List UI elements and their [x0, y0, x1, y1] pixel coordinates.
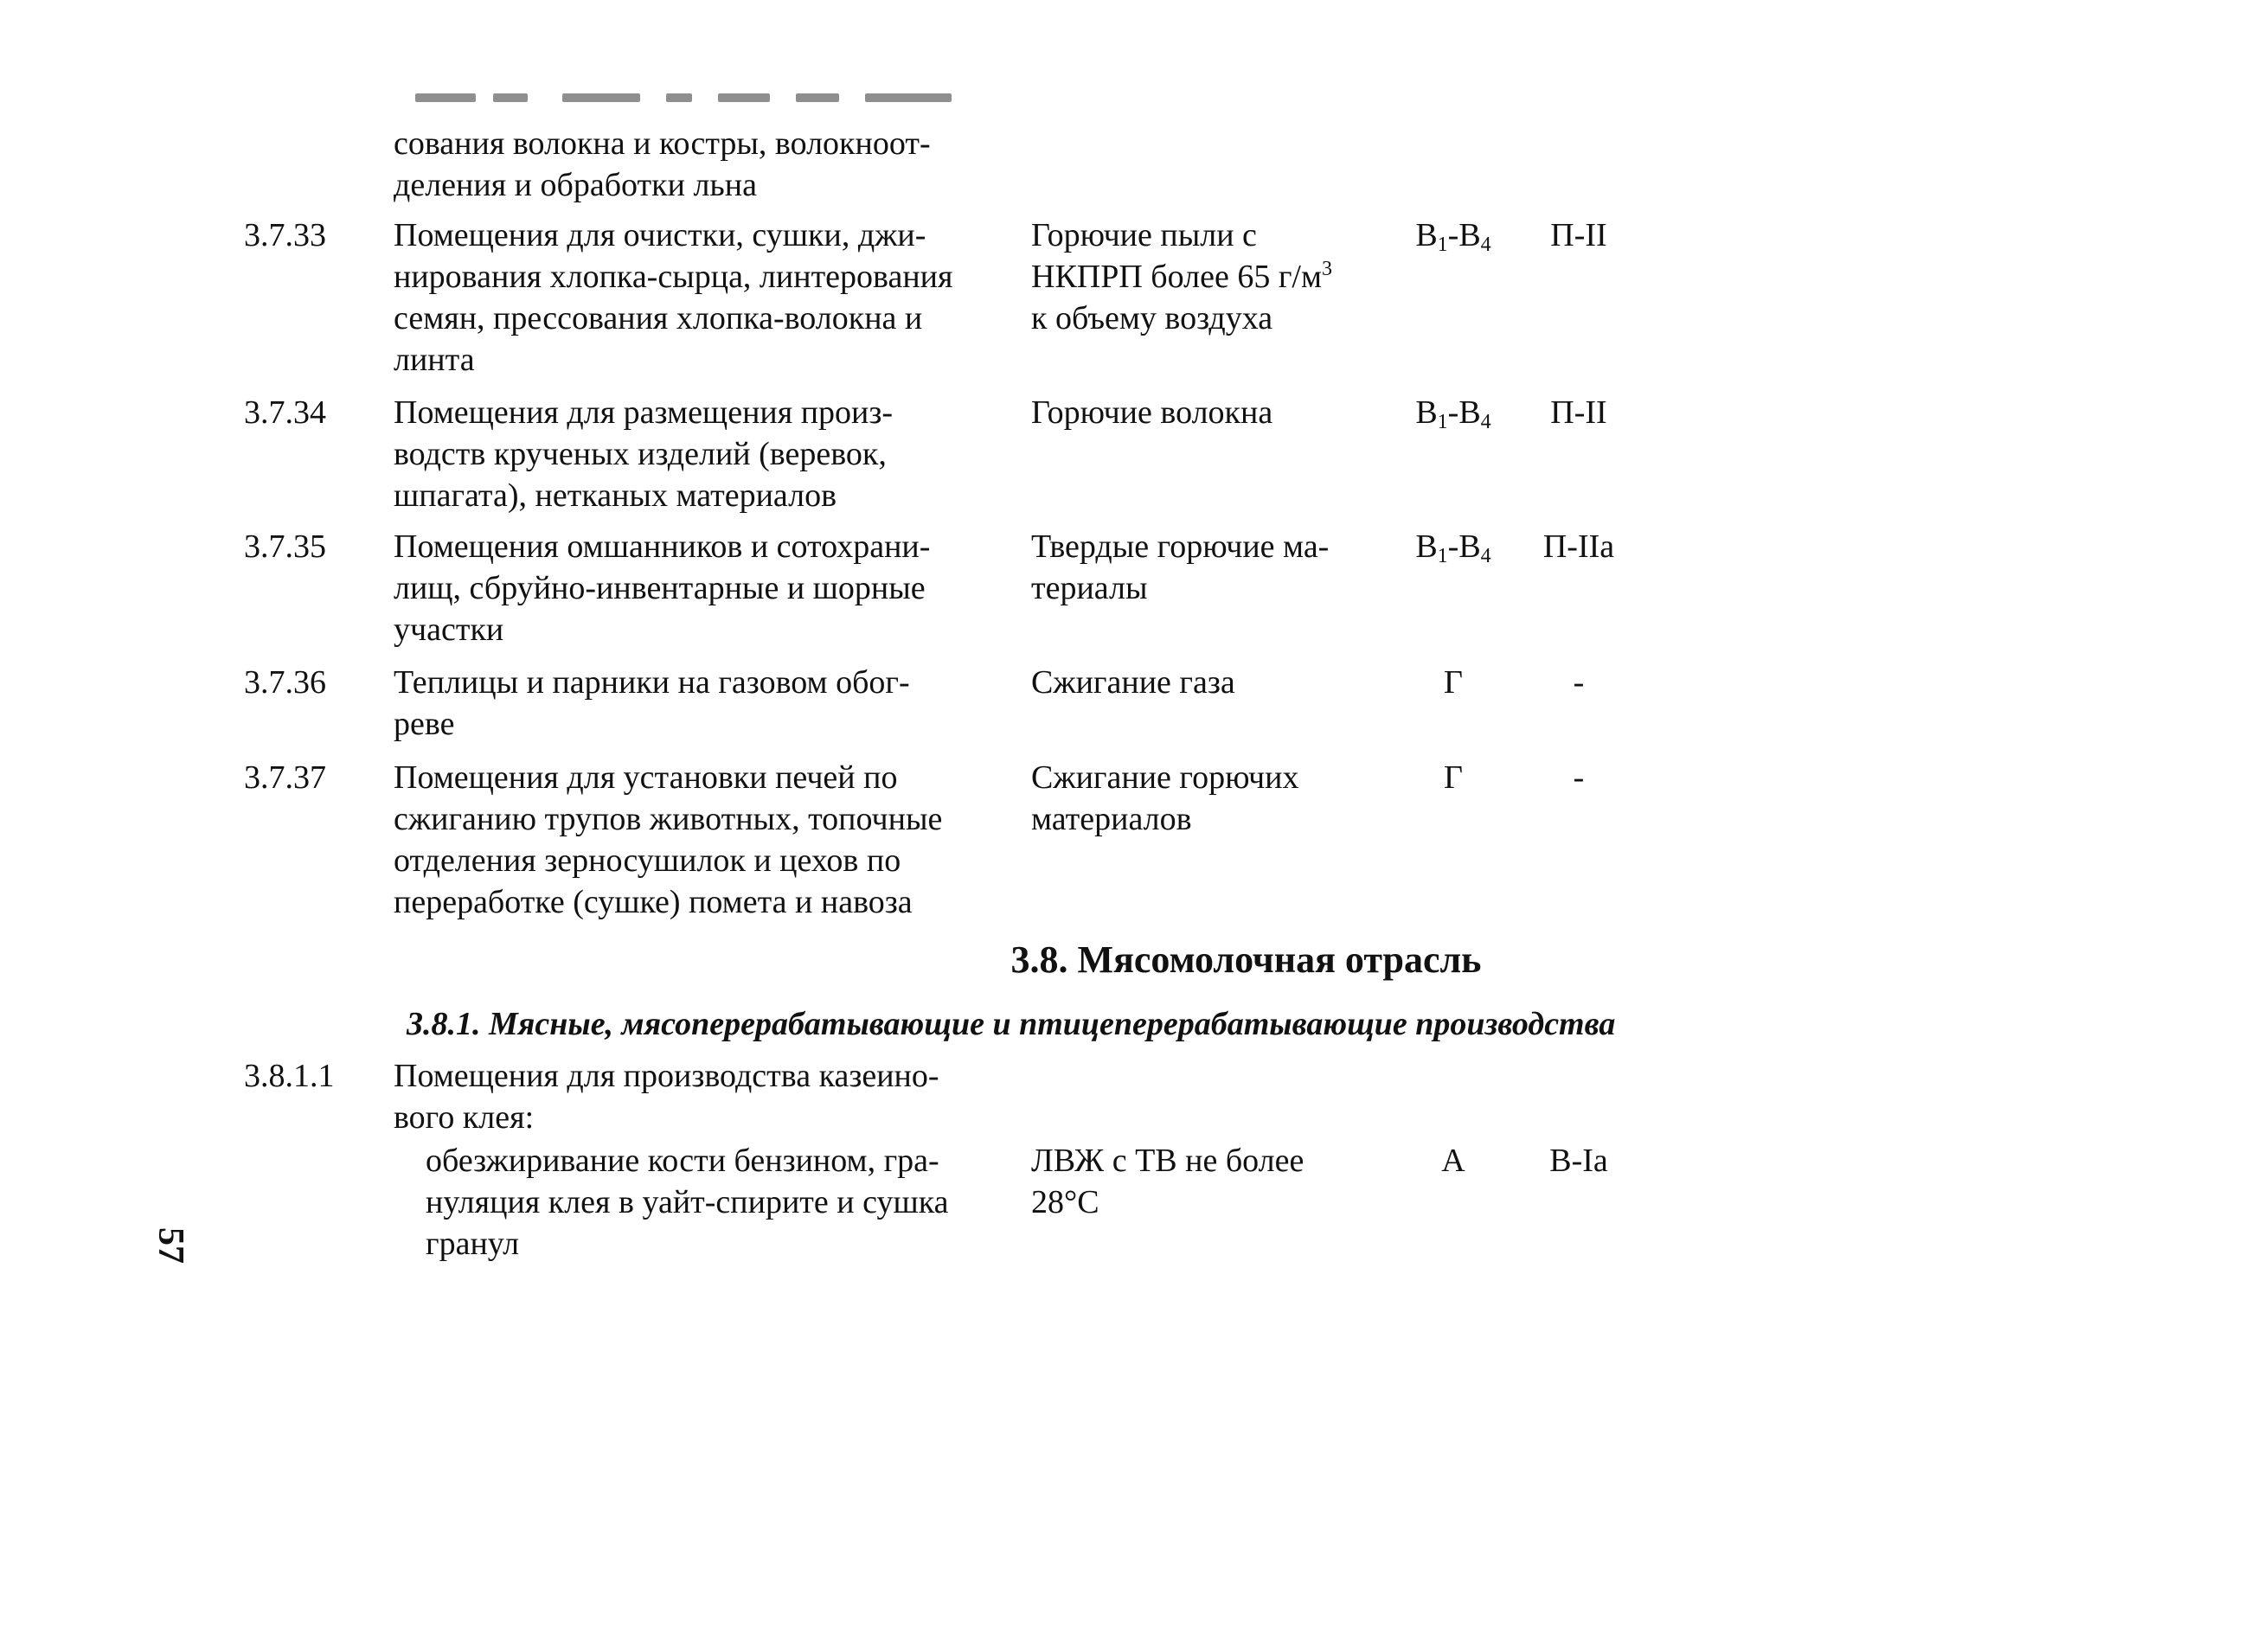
text-line: переработке (сушке) помета и навоза — [394, 884, 913, 920]
text-line: нуляция клея в уайт-спирите и сушка — [426, 1184, 949, 1220]
text-fragment: В — [1415, 528, 1438, 565]
text-fragment: В — [1415, 217, 1438, 253]
section-title: 3.8. Мясомолочная отрасль — [1010, 938, 1482, 981]
text-line: Твердые горючие ма- — [1031, 528, 1330, 565]
zone-class: П-IIa — [1542, 528, 1615, 565]
text-line: Горючие волокна — [1031, 394, 1273, 431]
row-number: 3.7.33 — [244, 217, 326, 253]
text-line: материалов — [1031, 801, 1192, 837]
text-line: отделения зерносушилок и цехов по — [394, 842, 901, 879]
fire-category — [1401, 526, 1505, 567]
text-line: реве — [394, 706, 455, 742]
row-number: 3.8.1.1 — [244, 1058, 335, 1094]
substance-description — [1031, 526, 1394, 609]
fire-category: А — [1441, 1143, 1465, 1179]
text-line: сования волокна и костры, волокноот- — [394, 125, 931, 162]
text-line: Помещения для очистки, сушки, джи- — [394, 217, 926, 253]
substance-description — [1031, 757, 1394, 840]
subsection-title: 3.8.1. Мясные, мясоперерабатывающие и птицеперерабатывающие производства — [407, 1006, 1616, 1042]
text-fragment: -В — [1447, 528, 1481, 565]
text-line: лищ, сбруйно-инвентарные и шорные — [394, 570, 926, 606]
text-line — [1031, 256, 1394, 298]
text-line: Помещения омшанников и сотохрани- — [394, 528, 931, 565]
row-number: 3.7.34 — [244, 394, 326, 431]
room-description — [394, 662, 1025, 745]
text-line: Сжигание горючих — [1031, 759, 1299, 796]
fire-category — [1401, 215, 1505, 256]
text-line: 28°С — [1031, 1184, 1099, 1220]
zone-class: В-Ia — [1549, 1143, 1608, 1179]
room-description — [394, 526, 1025, 650]
text-line: обезжиривание кости бензином, гра- — [426, 1143, 939, 1179]
row-number: 3.7.36 — [244, 664, 326, 701]
text-line: водств крученых изделий (веревок, — [394, 436, 887, 472]
text-fragment: НКПРП более 65 г/м — [1031, 259, 1323, 295]
page-number: 57 — [151, 1227, 190, 1264]
zone-class: П-II — [1550, 394, 1607, 431]
text-line: деления и обработки льна — [394, 167, 757, 203]
room-description — [394, 215, 1025, 381]
text-fragment: В — [1415, 394, 1438, 431]
text-line: гранул — [426, 1226, 520, 1262]
zone-class: П-II — [1550, 217, 1607, 253]
text-line: Помещения для установки печей по — [394, 759, 898, 796]
text-fragment: -В — [1447, 394, 1481, 431]
text-line: териалы — [1031, 570, 1148, 606]
subscript: 1 — [1437, 545, 1448, 567]
continuation-text — [394, 123, 1025, 206]
substance-description — [1031, 662, 1394, 703]
zone-class: - — [1573, 664, 1585, 701]
text-line: Помещения для производства казеино- — [394, 1058, 939, 1094]
fire-category: Г — [1444, 759, 1463, 796]
superscript: 3 — [1322, 258, 1333, 280]
subscript: 4 — [1480, 234, 1491, 256]
text-line: линта — [394, 342, 475, 378]
illegible-scan-line — [407, 86, 969, 112]
substance-description — [1031, 215, 1394, 339]
text-line: Сжигание газа — [1031, 664, 1235, 701]
text-line: ЛВЖ с ТВ не более — [1031, 1143, 1304, 1179]
text-line: Горючие пыли с — [1031, 217, 1257, 253]
room-description — [426, 1140, 1025, 1265]
row-number: 3.7.37 — [244, 759, 326, 796]
text-line: к объему воздуха — [1031, 300, 1273, 336]
subscript: 4 — [1480, 545, 1491, 567]
substance-description — [1031, 392, 1394, 433]
text-line: участки — [394, 611, 504, 648]
subscript: 1 — [1437, 234, 1448, 256]
substance-description — [1031, 1140, 1394, 1223]
room-description — [394, 392, 1025, 516]
room-description — [394, 1055, 1025, 1138]
subscript: 1 — [1437, 411, 1448, 433]
text-line: семян, прессования хлопка-волокна и — [394, 300, 923, 336]
subscript: 4 — [1480, 411, 1491, 433]
fire-category — [1401, 392, 1505, 433]
text-line: нирования хлопка-сырца, линтерования — [394, 259, 953, 295]
fire-category: Г — [1444, 664, 1463, 701]
text-line: шпагата), нетканых материалов — [394, 477, 837, 514]
text-fragment: -В — [1447, 217, 1481, 253]
text-line: сжиганию трупов животных, топочные — [394, 801, 943, 837]
text-line: Помещения для размещения произ- — [394, 394, 894, 431]
zone-class: - — [1573, 759, 1585, 796]
text-line: Теплицы и парники на газовом обог- — [394, 664, 910, 701]
text-line: вого клея: — [394, 1099, 535, 1136]
row-number: 3.7.35 — [244, 528, 326, 565]
room-description — [394, 757, 1025, 923]
